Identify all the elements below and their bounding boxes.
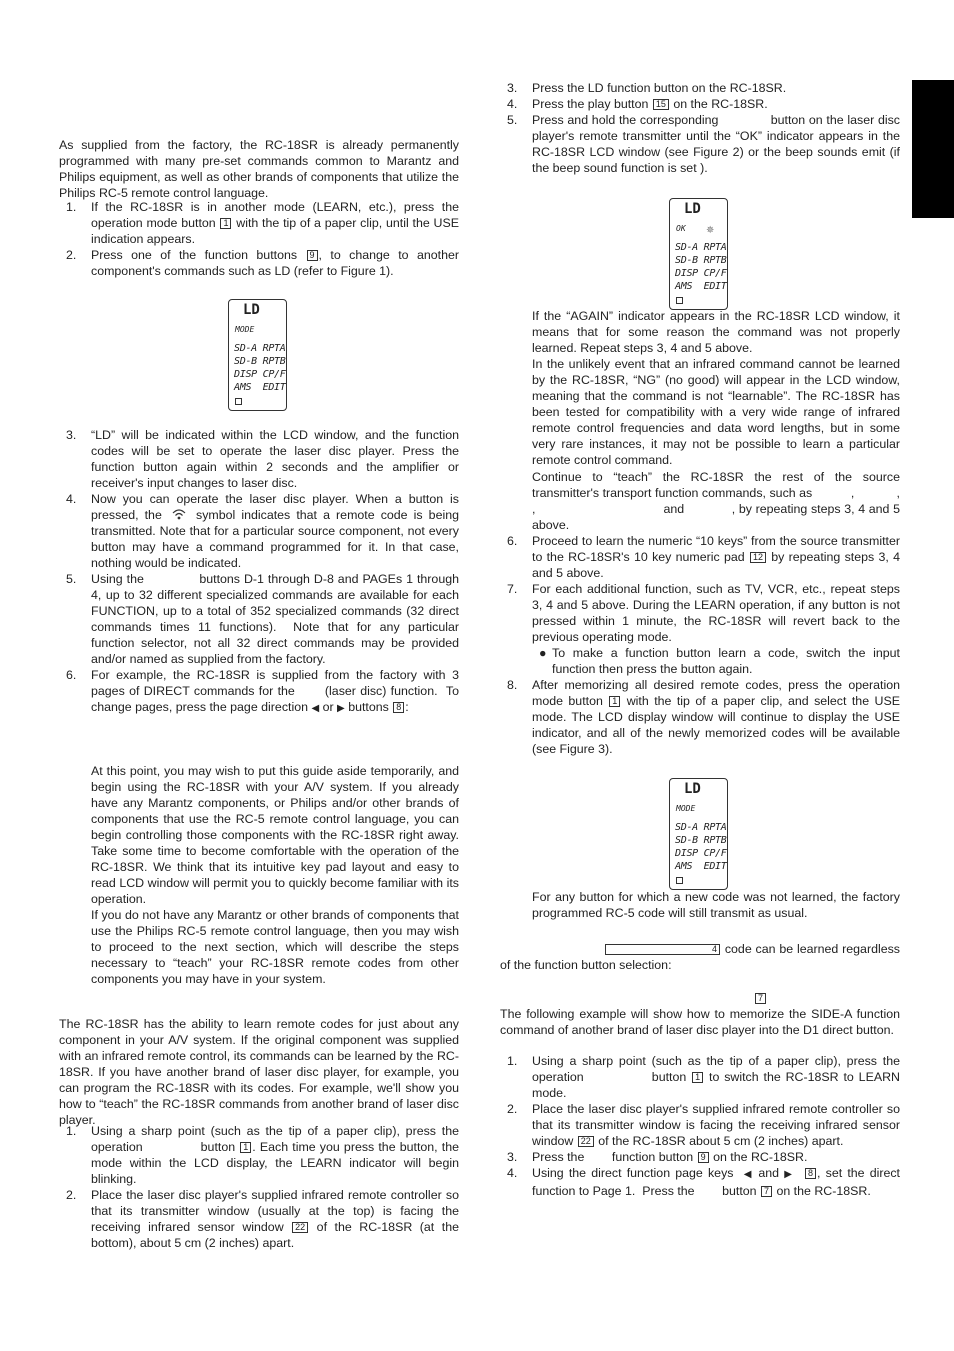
aside-paragraph-2: If you do not have any Marantz or other brands of components that use the Philips RC-5 remote control language, then you may wish to proceed to the next section, which will describe the steps necessary to “teach” your RC-18SR remote codes from other components you may have in your system. (91, 908, 459, 986)
learn-step-1: 1. Using a sharp point (such as the tip of a paper clip), press the operation button 1 . Each time you press the button, the mode within the LCD display, the LEARN indicator will begin blinking. (66, 1124, 463, 1186)
lcd-figure-3: LD MODE SD-A RPTA SD-B RPTB DISP CP/F AMS EDIT (669, 778, 728, 890)
again-paragraph: If the “AGAIN” indicator appears in the RC-18SR LCD window, it means that for some reason the command was not properly learned. Repeat steps 3, 4 and 5 above. (532, 309, 900, 355)
left-arrow-icon: ◀ (743, 1169, 754, 1180)
aside-paragraph-1: At this point, you may wish to put this guide aside temporarily, and begin using the RC-18SR with your A/V system. If you already have any Marantz components, or Philips and/or other brands of components that use the RC-5 remote control language, you can begin controlling those components with the RC-18SR right away. Take some time to become comfortable with the operation of the RC-18SR. We think that its intuitive key pad layout and easy to read LCD window will permit you to quickly become familiar with its operation. (91, 764, 459, 906)
black-edge-tab (912, 80, 954, 218)
key-7-icon: 7 (761, 1186, 772, 1197)
use-step-1: 1. If the RC-18SR is in another mode (LEARN, etc.), press the operation mode button 1 with the tip of a paper clip, until the USE indication appears. (66, 200, 459, 246)
key-15-icon: 15 (653, 99, 669, 110)
key-1-icon: 1 (220, 218, 231, 229)
key-1-icon: 1 (609, 696, 620, 707)
right-step-6: 6. Proceed to learn the numeric “10 keys” from the source transmitter to the RC-18SR's 10 key numeric pad 12 by repeating steps 3, 4 and 5 above. (507, 534, 900, 580)
key-8-icon: 8 (393, 702, 404, 713)
key-1-icon: 1 (692, 1072, 703, 1083)
right-arrow-icon: ▶ (784, 1169, 794, 1180)
lcd-figure-2: LD ✵ OK SD-A RPTA SD-B RPTB DISP CP/F AMS EDIT (669, 198, 728, 310)
learn-step-2: 2. Place the laser disc player's supplied infrared remote controller so that its transmitter window (usually at the top) is facing the receiving infrared sensor window 22 of the RC-18SR (at the bottom), about 5 cm (2 inches) apart. (66, 1188, 459, 1250)
key-1-icon: 1 (240, 1142, 251, 1153)
direct-intro: The following example will show how to memorize the SIDE-A function command of another brand of laser disc player into the D1 direct button. (500, 1007, 900, 1037)
key-9-icon: 9 (307, 250, 318, 261)
direct-step-1: 1. Using a sharp point (such as the tip of a paper clip), press the operation button 1 to switch the RC-18SR to LEARN mode. (507, 1054, 904, 1100)
code-note: 4 code can be learned regardless of the function button selection: (500, 942, 900, 972)
learn-intro: The RC-18SR has the ability to learn remote codes for just about any component in your A/V system. If the original component was supplied with an infrared remote control, its commands can be learned by the RC-18SR. If you have another brand of laser disc player, for example, you can program the RC-18SR with its codes. For example, we'll show you how to “teach” the RC-18SR commands from another brand of laser disc player. (59, 1017, 459, 1127)
lcd-figure-1: LD MODE SD-A RPTA SD-B RPTB DISP CP/F AMS EDIT (228, 299, 287, 411)
intro-paragraph: As supplied from the factory, the RC-18SR is already permanently programmed with many pre-set commands common to Marantz and Philips equipment, as well as other brands of components that utilize the Philips RC-5 remote control language. (59, 138, 459, 200)
use-step-4: 4. Now you can operate the laser disc player. When a button is pressed, the symbol indicates that a remote code is being transmitted. Note that for a particular source component, not every button may have a command programmed for it. In that case, nothing would be indicated. (66, 492, 459, 570)
lcd-indicator-square (235, 398, 242, 405)
key-22-icon: 22 (578, 1136, 594, 1147)
ng-paragraph: In the unlikely event that an infrared command cannot be learned by the RC-18SR, “NG” (no good) will appear in the LCD window, meaning that the command is not “learnable”. The RC-18SR has been tested for compatibility with a very wide range of infrared remote control frequencies and data word lengths, but in some very rare instances, it may not be possible to learn a particular remote control command. (532, 357, 900, 467)
direct-step-4: 4. Using the direct function page keys ◀ and ▶ 8 , set the direct function to Page 1. Press the button 7 on the RC-18SR. (507, 1166, 904, 1198)
right-step-8: 8. After memorizing all desired remote codes, press the operation mode button 1 with the tip of a paper clip, and select the USE mode. The LCD display window will continue to display the USE indicator, and all of the newly memorized codes will be available (see Figure 3). (507, 678, 900, 756)
use-step-2: 2. Press one of the function buttons 9 , to change to another component's commands such as LD (refer to Figure 1). (66, 248, 459, 278)
right-step-5: 5. Press and hold the corresponding button on the laser disc player's remote transmitter until the “OK” indicator appears in the RC-18SR LCD window (see Figure 2) or the beep sounds emit (if the beep sound function is set ). (507, 113, 904, 175)
use-step-3: 3. “LD” will be indicated within the LCD window, and the function codes will be set to operate the laser disc player. Press the function button again within 2 seconds and the amplifier or receiver's input changes to laser disc. (66, 428, 459, 490)
key-22-icon: 22 (292, 1222, 308, 1233)
right-arrow-icon: ▶ (337, 703, 345, 714)
use-step-5: 5. Using the buttons D-1 through D-8 and PAGEs 1 through 4, up to 32 different specialized commands are available for each FUNCTION, up to a total of 352 specialized commands (32 direct commands times 11 functions). Note that for any particular function selector, not all 32 direct commands may be provided and/or named as supplied from the factory. (66, 572, 463, 666)
lcd-indicator-square (676, 877, 683, 884)
wifi-icon (168, 508, 190, 522)
key-4-icon: 4 (605, 944, 720, 955)
direct-step-3: 3. Press the function button 9 on the RC-18SR. (507, 1150, 808, 1164)
blink-icon: ✵ (706, 225, 715, 236)
key-8-icon: 8 (805, 1168, 816, 1179)
lcd-indicator-square (676, 297, 683, 304)
direct-step-2: 2. Place the laser disc player's supplied infrared remote controller so that its transmitter window is facing the receiving infrared sensor window 22 of the RC-18SR about 5 cm (2 inches) apart. (507, 1102, 900, 1148)
use-step-6: 6. For example, the RC-18SR is supplied from the factory with 3 pages of DIRECT commands for the (laser disc) function. To change pages, press the page direction ◀ or ▶ buttons 8 : (66, 668, 463, 714)
key-7-icon: 7 (755, 993, 766, 1004)
factory-code-paragraph: For any button for which a new code was not learned, the factory programmed RC-5 code will still transmit as usual. (532, 890, 900, 920)
key-9-icon: 9 (698, 1152, 709, 1163)
continue-paragraph: Continue to “teach” the RC-18SR the rest of the source transmitter's transport function commands, such as , , , and , by repeating steps 3, 4 and 5 above. (532, 470, 942, 532)
bullet-icon: ● (539, 646, 547, 660)
bullet-note: ● To make a function button learn a code, switch the input function then press the button again. (539, 646, 900, 676)
right-step-7: 7. For each additional function, such as TV, VCR, etc., repeat steps 3, 4 and 5 above. During the LEARN operation, if any button is not pressed within 1 minute, the RC-18SR will revert back to the previous operating mode. (507, 582, 900, 644)
direct-key-ref (754, 990, 767, 1006)
key-12-icon: 12 (750, 552, 766, 563)
left-arrow-icon: ◀ (311, 703, 320, 714)
